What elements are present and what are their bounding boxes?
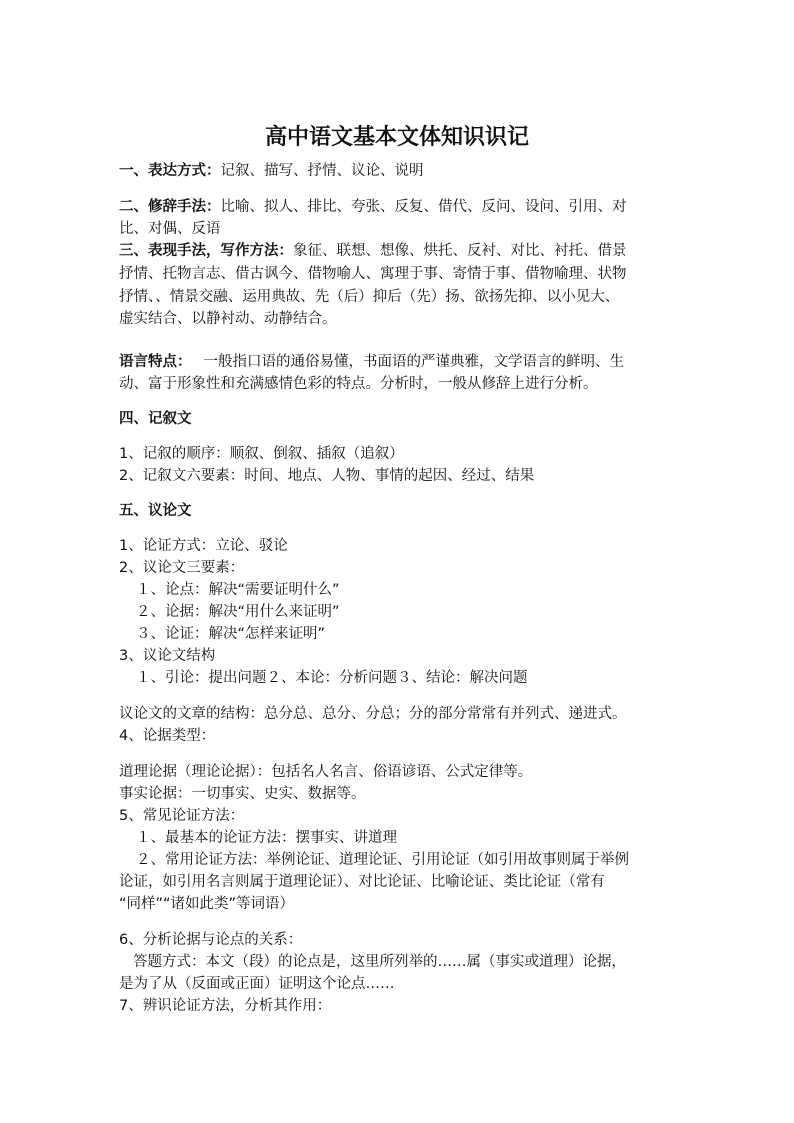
section-heading: 语言特点： <box>119 354 192 370</box>
list-item: 4、论据类型： <box>119 728 216 744</box>
section-expression-methods <box>119 161 424 181</box>
section-techniques-line-4: 虚实结合、以静衬动、动静结合。 <box>119 311 337 327</box>
list-subitem: １、引论：提出问题２、本论：分析问题３、结论：解决问题 <box>136 670 528 686</box>
section-narrative-heading: 四、记叙文 <box>119 411 192 427</box>
language-features-line-2: 动、富于形象性和充满感情色彩的特点。分析时，一般从修辞上进行分析。 <box>119 376 598 392</box>
list-subitem: 答题方式：本文（段）的论点是，这里所列举的……属（事实或道理）论据， <box>133 954 626 970</box>
language-features-line-1 <box>119 352 624 372</box>
paragraph: 是为了从（反面或正面）证明这个论点…… <box>119 976 395 992</box>
section-text: 比喻、拟人、排比、夸张、反复、借代、反问、设问、引用、对 <box>220 199 627 215</box>
list-item: 1、论证方式：立论、驳论 <box>119 538 288 554</box>
list-item: 3、议论文结构 <box>119 648 216 664</box>
list-subitem: ２、常用论证方法：举例论证、道理论证、引用论证（如引用故事则属于举例 <box>136 852 629 868</box>
paragraph: 论证，如引用名言则属于道理论证）、对比论证、比喻论证、类比论证（常有 <box>119 874 605 890</box>
list-item: 6、分析论据与论点的关系： <box>119 932 303 948</box>
section-rhetoric-line-2: 比、对偶、反语 <box>119 221 221 237</box>
section-text: 一般指口语的通俗易懂，书面语的严谨典雅，文学语言的鲜明、生 <box>203 354 624 370</box>
list-item: 5、常见论证方法： <box>119 808 245 824</box>
section-argument-heading: 五、议论文 <box>119 503 192 519</box>
list-subitem: ２、论据：解决“用什么来证明” <box>136 604 340 620</box>
paragraph: 议论文的文章的结构：总分总、总分、分总；分的部分常常有并列式、递进式。 <box>119 706 627 722</box>
section-techniques-line-2: 抒情、托物言志、借古讽今、借物喻人、寓理于事、寄情于事、借物喻理、状物 <box>119 266 627 282</box>
list-subitem: ３、论证：解决“怎样来证明” <box>136 626 326 642</box>
section-text: 记叙、描写、抒情、议论、说明 <box>220 163 424 179</box>
section-techniques-line-3: 抒情、、情景交融、运用典故、先（后）抑后（先）扬、欲扬先抑、以小见大、 <box>119 289 620 305</box>
section-heading: 二、修辞手法： <box>119 199 221 215</box>
section-techniques-line-1 <box>119 241 627 261</box>
section-text: 象征、联想、想像、烘托、反衬、对比、衬托、借景 <box>293 243 627 259</box>
paragraph: 事实论据：一切事实、史实、数据等。 <box>119 786 366 802</box>
section-heading: 三、表现手法，写作方法： <box>119 243 293 259</box>
section-rhetoric-line-1 <box>119 197 627 217</box>
list-subitem: １、最基本的论证方法：摆事实、讲道理 <box>136 830 397 846</box>
paragraph: “同样”“诸如此类”等词语） <box>119 896 295 912</box>
list-item: 7、辨识论证方法，分析其作用： <box>119 998 332 1014</box>
list-item: 2、记叙文六要素：时间、地点、人物、事情的起因、经过、结果 <box>119 468 535 484</box>
section-heading: 一、表达方式： <box>119 163 221 179</box>
page-title: 高中语文基本文体知识识记 <box>264 124 529 150</box>
list-subitem: １、论点：解决“需要证明什么” <box>136 582 340 598</box>
list-item: 2、议论文三要素： <box>119 560 245 576</box>
paragraph: 道理论据（理论论据）：包括名人名言、俗语谚语、公式定律等。 <box>119 764 533 780</box>
list-item: 1、记叙的顺序：顺叙、倒叙、插叙（追叙） <box>119 446 404 462</box>
